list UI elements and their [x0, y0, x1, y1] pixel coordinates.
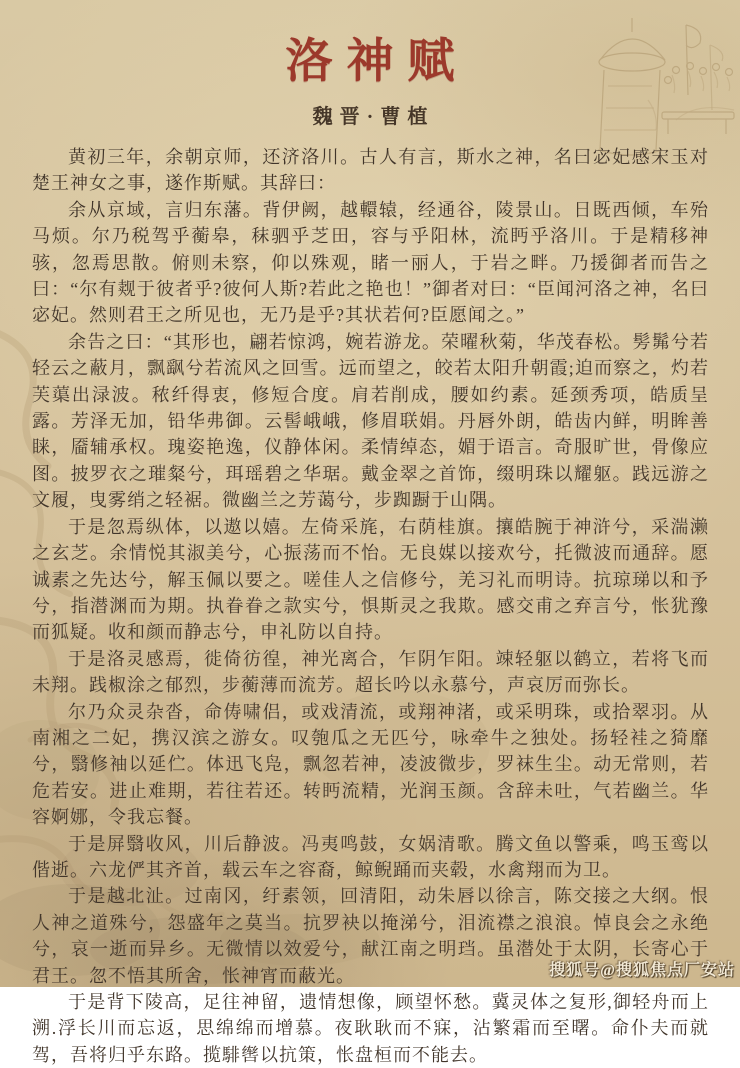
paragraph: 黄初三年，余朝京师，还济洛川。古人有言，斯水之神，名曰宓妃感宋玉对楚王神女之事，遂作斯赋。其辞曰： — [32, 147, 709, 194]
paragraph: 余告之曰：“其形也，翩若惊鸿，婉若游龙。荣曜秋菊，华茂春松。髣髴兮若轻云之蔽月，飘飖兮若流风之回雪。远而望之，皎若太阳升朝霞;迫而察之，灼若芙蕖出渌波。秾纤得衷，修短合度。肩若削成，腰如约素。延颈秀项，皓质呈露。芳泽无加，铅华弗御。云髻峨峨，修眉联娟。丹唇外朗，皓齿内鲜，明眸善睐，靥辅承权。瑰姿艳逸，仪静体闲。柔情绰态，媚于语言。奇服旷世，骨像应图。披罗衣之璀粲兮，珥瑶碧之华琚。戴金翠之首饰，缀明珠以耀躯。践远游之文履，曳雾绡之轻裾。微幽兰之芳蔼兮，步踟蹰于山隅。 — [32, 331, 709, 511]
paragraph: 尔乃众灵杂沓，命俦啸侣，或戏清流，或翔神渚，或采明珠，或拾翠羽。从南湘之二妃，携汉滨之游女。叹匏瓜之无匹兮，咏牵牛之独处。扬轻袿之猗靡兮，翳修袖以延伫。体迅飞凫，飘忽若神，凌波微步，罗袜生尘。动无常则，若危若安。进止难期，若往若还。转眄流精，光润玉颜。含辞未吐，气若幽兰。华容婀娜，令我忘餐。 — [32, 701, 709, 828]
paragraph: 于是屏翳收风，川后静波。冯夷鸣鼓，女娲清歌。腾文鱼以警乘，鸣玉鸾以偕逝。六龙俨其齐首，载云车之容裔，鲸鲵踊而夹毂，水禽翔而为卫。 — [32, 833, 709, 880]
document-header — [0, 0, 740, 129]
page-title: 洛神赋 — [285, 36, 469, 88]
paragraph: 于是越北沚。过南冈，纡素领，回清阳，动朱唇以徐言，陈交接之大纲。恨人神之道殊兮，怨盛年之莫当。抗罗袂以掩涕兮，泪流襟之浪浪。悼良会之永绝兮，哀一逝而异乡。无微情以效爱兮，献江南之明珰。虽潜处于太阴，长寄心于君王。忽不悟其所舍，怅神宵而蔽光。 — [32, 886, 709, 986]
paragraph: 于是洛灵感焉，徙倚彷徨，神光离合，乍阴乍阳。竦轻躯以鹤立，若将飞而未翔。践椒涂之郁烈，步蘅薄而流芳。超长吟以永慕兮，声哀厉而弥长。 — [32, 648, 709, 696]
paragraph: 余从京域，言归东藩。背伊阙，越轘辕，经通谷，陵景山。日既西倾，车殆马烦。尔乃税驾乎蘅皋，秣驷乎芝田，容与乎阳林，流眄乎洛川。于是精移神骇，忽焉思散。俯则未察，仰以殊观，睹一丽人，于岩之畔。乃援御者而告之曰：“尔有觌于彼者乎?彼何人斯?若此之艳也！”御者对曰：“臣闻河洛之神，名曰宓妃。然则君王之所见也，无乃是乎?其状若何?臣愿闻之。” — [32, 199, 709, 326]
paragraph: 于是背下陵高，足往神留，遗情想像，顾望怀愁。冀灵体之复形,御轻舟而上溯.浮长川而忘返，思绵绵而增慕。夜耿耿而不寐，沾繁霜而至曙。命仆夫而就驾，吾将归乎东路。揽騑辔以抗策，怅盘桓而不能去。 — [32, 992, 709, 1065]
watermark: 搜狐号@搜狐焦点厂安站 — [549, 962, 735, 979]
paragraph: 于是忽焉纵体，以遨以嬉。左倚采旄，右荫桂旗。攘皓腕于神浒兮，采湍濑之玄芝。余情悦其淑美兮，心振荡而不怡。无良媒以接欢兮，托微波而通辞。愿诚素之先达兮，解玉佩以要之。嗟佳人之信修兮，羌习礼而明诗。抗琼珶以和予兮，指潜渊而为期。执眷眷之款实兮，惧斯灵之我欺。感交甫之弃言兮，怅犹豫而狐疑。收和颜而静志兮，申礼防以自持。 — [32, 516, 709, 643]
article-body — [32, 144, 709, 1068]
author-byline: 魏晋·曹植 — [312, 106, 435, 128]
